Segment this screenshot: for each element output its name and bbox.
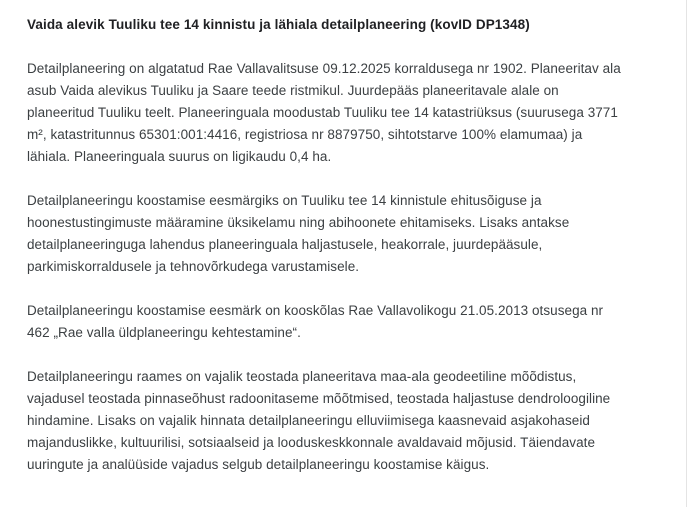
paragraph	[27, 190, 670, 278]
text-line: Detailplaneeringu koostamise eesmärk on kooskõlas Rae Vallavolikogu 21.05.2013 otsusega nr	[27, 303, 604, 318]
paragraph	[27, 58, 670, 168]
text-line: majanduslikke, kultuurilisi, sotsiaalseid ja looduskeskkonnale avaldavaid mõjusid. Täiendavate	[27, 435, 596, 450]
page-title: Vaida alevik Tuuliku tee 14 kinnistu ja lähiala detailplaneering (kovID DP1348)	[27, 17, 530, 32]
article-body	[27, 58, 670, 476]
text-line: Detailplaneering on algatatud Rae Vallavalitsuse 09.12.2025 korraldusega nr 1902. Planeeritav ala	[27, 61, 621, 76]
text-line: detailplaneeringuga lahendus planeeringuala haljastusele, heakorrale, juurdepääsule,	[27, 237, 543, 252]
text-line: parkimiskorraldusele ja tehnovõrkudega varustamisele.	[27, 259, 360, 274]
text-line: Detailplaneeringu raames on vajalik teostada planeeritava maa-ala geodeetiline mõõdistus,	[27, 369, 577, 384]
paragraph	[27, 300, 670, 344]
text-line: hindamine. Lisaks on vajalik hinnata detailplaneeringu elluviimisega kaasnevaid asjakohaseid	[27, 413, 590, 428]
text-line: uuringute ja analüüside vajadus selgub detailplaneeringu koostamise käigus.	[27, 457, 490, 472]
text-line: Detailplaneeringu koostamise eesmärgiks on Tuuliku tee 14 kinnistule ehitusõiguse ja	[27, 193, 542, 208]
text-line: planeeritud Tuuliku teelt. Planeeringuala moodustab Tuuliku tee 14 katastriüksus (suurusega 3771	[27, 105, 618, 120]
text-line: m², katastritunnus 65301:001:4416, registriosa nr 8879750, sihtotstarve 100% elamumaa) ja	[27, 127, 583, 142]
text-line: vajadusel teostada pinnaseõhust radoonitaseme mõõtmised, teostada haljastuse dendroloogiline	[27, 391, 611, 406]
text-line: 462 „Rae valla üldplaneeringu kehtestamine“.	[27, 325, 301, 340]
text-line: lähiala. Planeeringuala suurus on ligikaudu 0,4 ha.	[27, 149, 332, 164]
paragraph	[27, 366, 670, 476]
text-line: hoonestustingimuste määramine üksikelamu ning abihoonete ehitamiseks. Lisaks antakse	[27, 215, 570, 230]
text-line: asub Vaida alevikus Tuuliku ja Saare teede ristmikul. Juurdepääs planeeritavale alale on	[27, 83, 559, 98]
